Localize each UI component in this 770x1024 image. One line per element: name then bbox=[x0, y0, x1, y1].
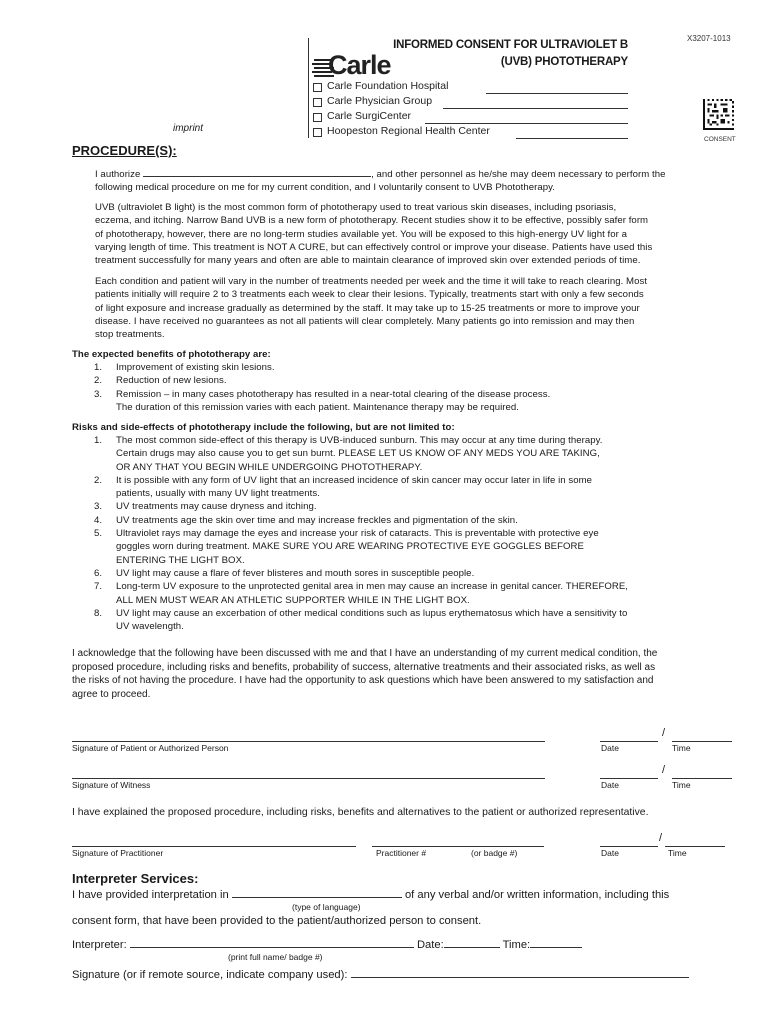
list-text: UV wavelength. bbox=[116, 621, 184, 633]
facility-item[interactable] bbox=[313, 80, 629, 95]
condition-paragraph bbox=[95, 275, 725, 341]
list-text: Reduction of new lesions. bbox=[116, 375, 227, 387]
header-divider-vertical bbox=[308, 38, 309, 138]
date-time-slash: / bbox=[662, 764, 666, 776]
list-item bbox=[94, 474, 714, 501]
list-text: UV treatments age the skin over time and may increase freckles and pigmentation of the skin. bbox=[116, 514, 518, 526]
interpreter-name-field[interactable] bbox=[130, 938, 414, 948]
list-number: 8. bbox=[94, 607, 103, 619]
list-item bbox=[94, 514, 714, 527]
imprint-label: imprint bbox=[173, 123, 204, 134]
facility-label: Carle Foundation Hospital bbox=[327, 80, 449, 92]
interpreter-heading: Interpreter Services: bbox=[72, 871, 199, 886]
time-label: Time bbox=[672, 743, 691, 753]
interpreter-time-label: Time: bbox=[502, 939, 531, 951]
paragraph-line: disease. I have received no guarantees as not all patients will clear completely. Many patients go into remission and may then bbox=[95, 315, 635, 327]
date-label: Date bbox=[601, 848, 619, 858]
list-item bbox=[94, 361, 714, 374]
checkbox-icon[interactable] bbox=[313, 98, 322, 107]
time-label: Time bbox=[672, 780, 691, 790]
practitioner-number-line[interactable] bbox=[372, 846, 544, 847]
list-text: Remission – in many cases phototherapy has resulted in a near-total clearing of the disease process. bbox=[116, 388, 551, 400]
risks-list bbox=[94, 434, 714, 633]
list-number: 2. bbox=[94, 474, 103, 486]
list-text: Ultraviolet rays may damage the eyes and increase your risk of cataracts. This is preventable with protective eye bbox=[116, 528, 599, 540]
authorize-line2: following medical procedure on me for my current condition, and I voluntarily consent to UVB Phototherapy. bbox=[95, 182, 555, 194]
paragraph-line: treatment successfully for many years and often are able to maintain clearance of improved skin over extended periods of time. bbox=[95, 255, 641, 267]
date-label: Date bbox=[601, 743, 619, 753]
list-text: patients, usually with many UV light treatments. bbox=[116, 488, 320, 500]
list-text: Long-term UV exposure to the unprotected genital area in men may cause an increase in genital cancer. THEREFORE, bbox=[116, 581, 629, 593]
list-text: ALL MEN MUST WEAR AN ATHLETIC SUPPORTER WHILE IN THE LIGHT BOX. bbox=[116, 594, 470, 606]
list-item bbox=[94, 527, 714, 567]
acknowledge-paragraph bbox=[72, 647, 732, 702]
authorize-paragraph bbox=[95, 167, 715, 195]
paragraph-line: proposed procedure, including risks and benefits, probability of success, alternative treatments and their associated risks, as well as bbox=[72, 661, 656, 673]
badge-number-label: (or badge #) bbox=[471, 848, 518, 858]
witness-signature-label: Signature of Witness bbox=[72, 780, 151, 790]
paragraph-line: I acknowledge that the following have been discussed with me and that I have an understanding of my current medical condition, the bbox=[72, 648, 658, 659]
paragraph-line: of light exposure and increase gradually as determined by the staff. It may take up to 15-25 treatments or more to improve your bbox=[95, 302, 640, 314]
list-number: 2. bbox=[94, 375, 103, 387]
facility-line bbox=[516, 138, 628, 139]
practitioner-time-line[interactable] bbox=[665, 846, 725, 847]
interpreter-line2: consent form, that have been provided to the patient/authorized person to consent. bbox=[72, 915, 482, 927]
facility-item[interactable] bbox=[313, 95, 629, 110]
carle-logo-text: Carle bbox=[328, 50, 391, 80]
paragraph-line: eczema, and itching. Narrow Band UVB is a new form of phototherapy. Recent studies show it to be effective, possibly safer form bbox=[95, 215, 649, 227]
list-item bbox=[94, 434, 714, 474]
list-number: 3. bbox=[94, 388, 103, 400]
patient-time-line[interactable] bbox=[672, 741, 732, 742]
list-text: Certain drugs may also cause you to get sun burnt. PLEASE LET US KNOW OF ANY MEDS YOU ARE TAKING, bbox=[116, 448, 600, 460]
consent-label: CONSENT bbox=[704, 136, 736, 143]
facility-item[interactable] bbox=[313, 125, 629, 140]
barcode-2d bbox=[703, 99, 734, 130]
explained-statement: I have explained the proposed procedure, including risks, benefits and alternatives to the patient or authorized representative. bbox=[72, 807, 649, 818]
time-label: Time bbox=[668, 848, 687, 858]
interpreter-time-field[interactable] bbox=[530, 938, 582, 948]
list-text: ENTERING THE LIGHT BOX. bbox=[116, 554, 245, 566]
paragraph-line: varying length of time. This treatment is NOT A CURE, but can effectively control or improve your disease. Patients have used this bbox=[95, 241, 653, 253]
interpreter-line1-prefix: I have provided interpretation in bbox=[72, 889, 229, 901]
list-item bbox=[94, 374, 714, 387]
benefits-heading: The expected benefits of phototherapy are: bbox=[72, 349, 271, 360]
facility-line bbox=[443, 108, 628, 109]
signature-row bbox=[72, 968, 689, 981]
practitioner-number-label: Practitioner # bbox=[376, 848, 427, 858]
list-item bbox=[94, 388, 714, 415]
list-text: Improvement of existing skin lesions. bbox=[116, 362, 275, 373]
facility-label: Carle Physician Group bbox=[327, 95, 433, 107]
interpreter-name-hint: (print full name/ badge #) bbox=[228, 952, 323, 962]
form-title-line1: INFORMED CONSENT FOR ULTRAVIOLET B bbox=[393, 39, 628, 51]
facility-label: Carle SurgiCenter bbox=[327, 110, 412, 122]
interpreter-line1-suffix: of any verbal and/or written information, including this bbox=[404, 889, 670, 901]
benefits-list bbox=[94, 361, 714, 414]
interpreter-row bbox=[72, 938, 582, 951]
paragraph-line: agree to proceed. bbox=[72, 689, 151, 701]
practitioner-signature-label: Signature of Practitioner bbox=[72, 848, 164, 858]
list-number: 5. bbox=[94, 528, 103, 540]
form-title bbox=[370, 37, 628, 71]
practitioner-date-line[interactable] bbox=[600, 846, 658, 847]
interpreter-signature-field[interactable] bbox=[351, 968, 689, 978]
form-title-line2: (UVB) PHOTOTHERAPY bbox=[500, 56, 628, 68]
authorize-suffix: , and other personnel as he/she may deem necessary to perform the bbox=[371, 169, 666, 180]
paragraph-line: of phototherapy, however, there are no long-term studies available yet. You will be exposed to this high-energy UV light for a bbox=[95, 228, 627, 240]
patient-signature-label: Signature of Patient or Authorized Person bbox=[72, 743, 229, 753]
list-number: 1. bbox=[94, 362, 103, 373]
checkbox-icon[interactable] bbox=[313, 128, 322, 137]
date-time-slash: / bbox=[659, 832, 663, 844]
witness-signature-line[interactable] bbox=[72, 778, 545, 779]
list-number: 1. bbox=[94, 435, 103, 446]
form-code: X3207-1013 bbox=[687, 34, 731, 43]
physician-name-field[interactable] bbox=[143, 167, 371, 177]
list-number: 7. bbox=[94, 581, 103, 593]
interpreter-label: Interpreter: bbox=[72, 939, 127, 951]
procedures-heading: PROCEDURE(S): bbox=[72, 143, 177, 158]
authorize-prefix: I authorize bbox=[95, 169, 141, 180]
interpreter-signature-label: Signature (or if remote source, indicate company used): bbox=[72, 969, 348, 981]
date-label: Date bbox=[601, 780, 619, 790]
paragraph-line: UVB (ultraviolet B light) is the most common form of phototherapy used to treat various skin diseases, including psoriasis, bbox=[95, 202, 617, 213]
interpreter-date-label: Date: bbox=[416, 939, 444, 951]
list-number: 4. bbox=[94, 514, 103, 526]
list-text: OR ANY THAT YOU BEGIN WHILE UNDERGOING PHOTOTHERAPY. bbox=[116, 461, 423, 473]
list-text: UV treatments may cause dryness and itching. bbox=[116, 501, 317, 513]
paragraph-line: patients initially will require 2 to 3 treatments each week to clear their lesions. Typically, treatments start with only a few seconds bbox=[95, 289, 644, 301]
uvb-paragraph bbox=[95, 201, 725, 267]
list-number: 6. bbox=[94, 567, 103, 579]
list-text: UV light may cause a flare of fever blisteres and mouth sores in susceptible people. bbox=[116, 567, 475, 579]
facility-label: Hoopeston Regional Health Center bbox=[327, 125, 490, 137]
patient-signature-line[interactable] bbox=[72, 741, 545, 742]
interpreter-line1 bbox=[72, 888, 669, 901]
list-item bbox=[94, 500, 714, 513]
risks-heading: Risks and side-effects of phototherapy include the following, but are not limited to: bbox=[72, 422, 455, 433]
date-time-slash: / bbox=[662, 727, 666, 739]
list-text: The duration of this remission varies with each patient. Maintenance therapy may be required. bbox=[116, 401, 520, 413]
checkbox-icon[interactable] bbox=[313, 83, 322, 92]
paragraph-line: stop treatments. bbox=[95, 329, 165, 341]
witness-date-line[interactable] bbox=[600, 778, 658, 779]
language-hint: (type of language) bbox=[292, 902, 361, 912]
interpreter-date-field[interactable] bbox=[444, 938, 500, 948]
paragraph-line: the risks of not having the procedure. I have had the opportunity to ask questions which have been answered to my satisfaction and bbox=[72, 675, 654, 687]
list-text: UV light may cause an excerbation of other medical conditions such as lupus erythematosus which have a sensitivity to bbox=[116, 607, 628, 619]
facility-item[interactable] bbox=[313, 110, 629, 125]
list-text: goggles worn during treatment. MAKE SURE YOU ARE WEARING PROTECTIVE EYE GOGGLES BEFORE bbox=[116, 541, 584, 553]
list-item bbox=[94, 607, 714, 634]
patient-date-line[interactable] bbox=[600, 741, 658, 742]
checkbox-icon[interactable] bbox=[313, 113, 322, 122]
facility-line bbox=[425, 123, 628, 124]
list-number: 3. bbox=[94, 501, 103, 513]
practitioner-signature-line[interactable] bbox=[72, 846, 356, 847]
language-field[interactable] bbox=[232, 888, 402, 898]
list-text: It is possible with any form of UV light that an increased incidence of skin cancer may occur later in life in some bbox=[116, 474, 593, 486]
list-text: The most common side-effect of this therapy is UVB-induced sunburn. This may occur at any time during therapy. bbox=[116, 435, 603, 446]
list-item bbox=[94, 580, 714, 607]
facility-line bbox=[486, 93, 628, 94]
paragraph-line: Each condition and patient will vary in the number of treatments needed per week and the time it will take to reach clearing. Most bbox=[95, 276, 648, 287]
list-item bbox=[94, 567, 714, 580]
witness-time-line[interactable] bbox=[672, 778, 732, 779]
